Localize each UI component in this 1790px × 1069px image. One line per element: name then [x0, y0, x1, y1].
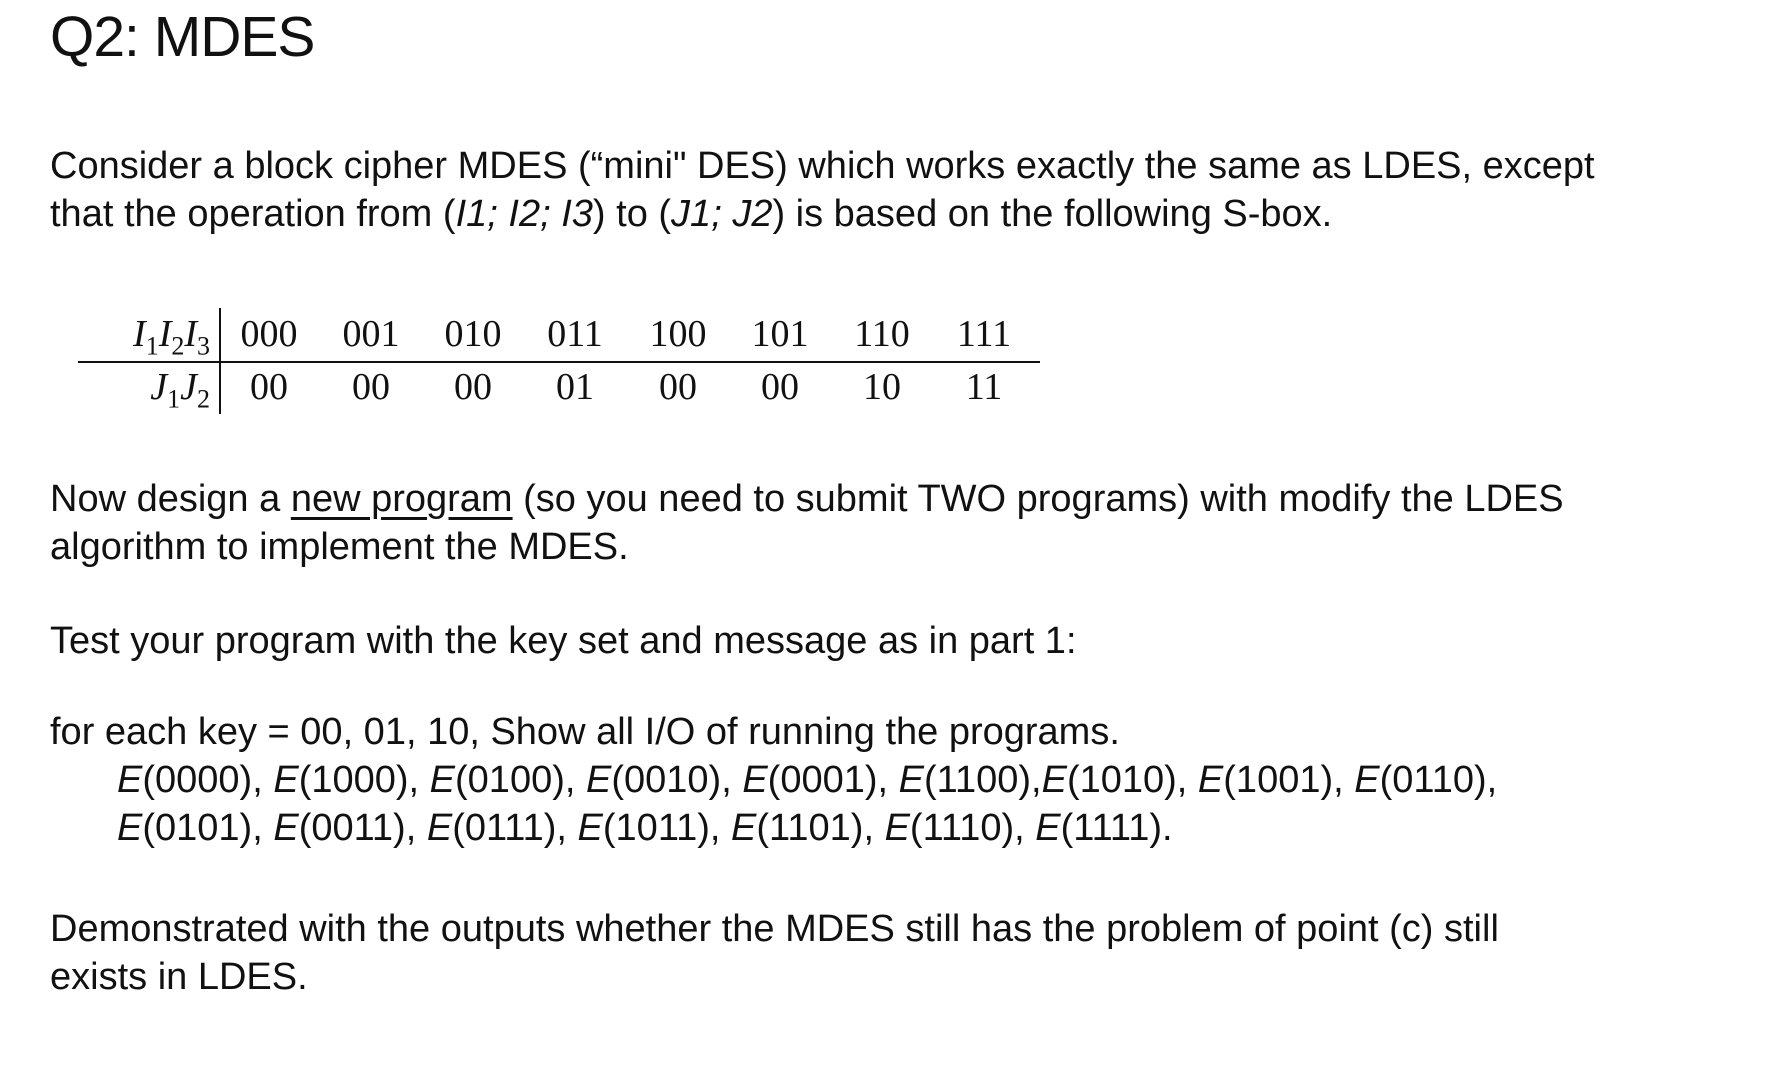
var-j2: J2 [732, 193, 773, 235]
label-sub: 2 [171, 331, 185, 361]
encryption-argument: (1110) [909, 807, 1015, 849]
separator: , [408, 759, 430, 801]
label-base: J [150, 366, 168, 408]
sbox-input-cell: 101 [751, 313, 809, 355]
sbox-input-cell: 000 [240, 313, 298, 355]
encryption-function: E [1354, 759, 1380, 801]
label-base: I [184, 313, 197, 355]
encryption-list-1 [50, 756, 1497, 804]
encryption-function: E [273, 807, 299, 849]
design-paragraph [50, 475, 1564, 571]
sbox-input-row [78, 312, 1040, 360]
keys-line-1: for each key = 00, 01, 10, Show all I/O of running the programs. [50, 711, 1120, 753]
separator: , [1176, 759, 1198, 801]
label-base: I [158, 313, 172, 355]
encryption-function: E [1035, 807, 1061, 849]
separator: , [1014, 807, 1036, 849]
encryption-argument: (1010) [1066, 759, 1177, 801]
sbox-output-cell: 01 [556, 366, 594, 408]
separator: , [1031, 759, 1042, 801]
encryption-argument: (1100) [924, 759, 1032, 801]
keys-paragraph [50, 708, 1497, 852]
encryption-function: E [117, 807, 143, 849]
encryption-function: E [273, 759, 299, 801]
encryption-function: E [1041, 759, 1067, 801]
intro-text-d: ) is based on the following S-box. [772, 193, 1333, 235]
separator: . [1162, 807, 1173, 849]
test-paragraph: Test your program with the key set and message as in part 1: [50, 620, 1077, 662]
page-title: Q2: MDES [50, 5, 315, 69]
sbox-output-label [150, 365, 210, 415]
encryption-function: E [731, 807, 757, 849]
encryption-function: E [577, 807, 603, 849]
sbox-header-rule [78, 361, 1040, 363]
encryption-argument: (1001) [1223, 759, 1334, 801]
encryption-argument: (1101) [756, 807, 864, 849]
sbox-output-cell: 00 [761, 366, 799, 408]
encryption-argument: (0101) [142, 807, 253, 849]
sbox-output-cell: 00 [250, 366, 288, 408]
encryption-argument: (1011) [602, 807, 710, 849]
intro-line-1: Consider a block cipher MDES (“mini" DES) which works exactly the same as LDES, except [50, 145, 1595, 187]
label-sub: 3 [197, 331, 210, 361]
encryption-function: E [898, 759, 924, 801]
intro-text-b: that the operation from ( [50, 193, 456, 235]
label-sub: 2 [197, 384, 210, 414]
label-sub: 1 [145, 331, 159, 361]
encryption-argument: (0000) [142, 759, 253, 801]
encryption-function: E [742, 759, 768, 801]
encryption-argument: (1111) [1060, 807, 1162, 849]
sbox-input-cell: 100 [649, 313, 707, 355]
separator: , [405, 807, 427, 849]
encryption-function: E [117, 759, 143, 801]
label-base: I [133, 313, 146, 355]
sbox-output-cell: 10 [863, 366, 901, 408]
separator: , [1333, 759, 1355, 801]
design-text-a: Now design a [50, 478, 291, 520]
encryption-argument: (0010) [611, 759, 722, 801]
encryption-function: E [884, 807, 910, 849]
separator: , [1486, 759, 1498, 801]
encryption-argument: (0111) [452, 807, 557, 849]
intro-text-c: ) to ( [592, 193, 672, 235]
separator: , [721, 759, 743, 801]
demo-line-1: Demonstrated with the outputs whether the MDES still has the problem of point (c) still [50, 908, 1499, 950]
sbox-output-cell: 00 [659, 366, 697, 408]
design-text-c: algorithm to implement the MDES. [50, 526, 629, 568]
sbox-output-cell: 00 [352, 366, 390, 408]
encryption-function: E [429, 759, 456, 801]
sbox-input-label [133, 312, 210, 362]
encryption-argument: (1000) [298, 759, 409, 801]
separator: ; [711, 193, 733, 235]
label-sub: 1 [167, 384, 181, 414]
design-text-b: (so you need to submit TWO programs) with modify the LDES [512, 478, 1564, 520]
var-i3: I3 [561, 193, 593, 235]
intro-paragraph [50, 142, 1595, 238]
var-i1: I1 [455, 193, 488, 235]
separator: ; [540, 193, 562, 235]
sbox-output-cell: 11 [965, 366, 1003, 408]
encryption-function: E [585, 759, 612, 801]
separator: , [556, 807, 578, 849]
sbox-output-row [78, 365, 1040, 413]
label-base: J [180, 366, 197, 408]
var-j1: J1 [671, 193, 712, 235]
encryption-argument: (0110) [1379, 759, 1487, 801]
sbox-input-cell: 110 [854, 313, 910, 355]
sbox-input-cell: 001 [342, 313, 400, 355]
encryption-list-2 [50, 804, 1497, 852]
sbox-input-cell: 010 [444, 313, 502, 355]
separator: , [252, 807, 274, 849]
separator: , [877, 759, 899, 801]
separator: , [863, 807, 885, 849]
demo-paragraph [50, 905, 1499, 1001]
encryption-function: E [1197, 759, 1224, 801]
separator: ; [487, 193, 509, 235]
sbox-input-cell: 011 [547, 313, 603, 355]
sbox-table [78, 308, 1040, 416]
var-i2: I2 [508, 193, 541, 235]
demo-line-2: exists in LDES. [50, 956, 308, 998]
sbox-input-cell: 111 [956, 313, 1012, 355]
separator: , [252, 759, 274, 801]
encryption-argument: (0100) [455, 759, 565, 801]
encryption-argument: (0011) [298, 807, 406, 849]
sbox-output-cell: 00 [454, 366, 492, 408]
separator: , [564, 759, 586, 801]
encryption-function: E [426, 807, 453, 849]
separator: , [709, 807, 732, 849]
encryption-argument: (0001) [767, 759, 878, 801]
new-program-emphasis: new program [290, 478, 513, 520]
